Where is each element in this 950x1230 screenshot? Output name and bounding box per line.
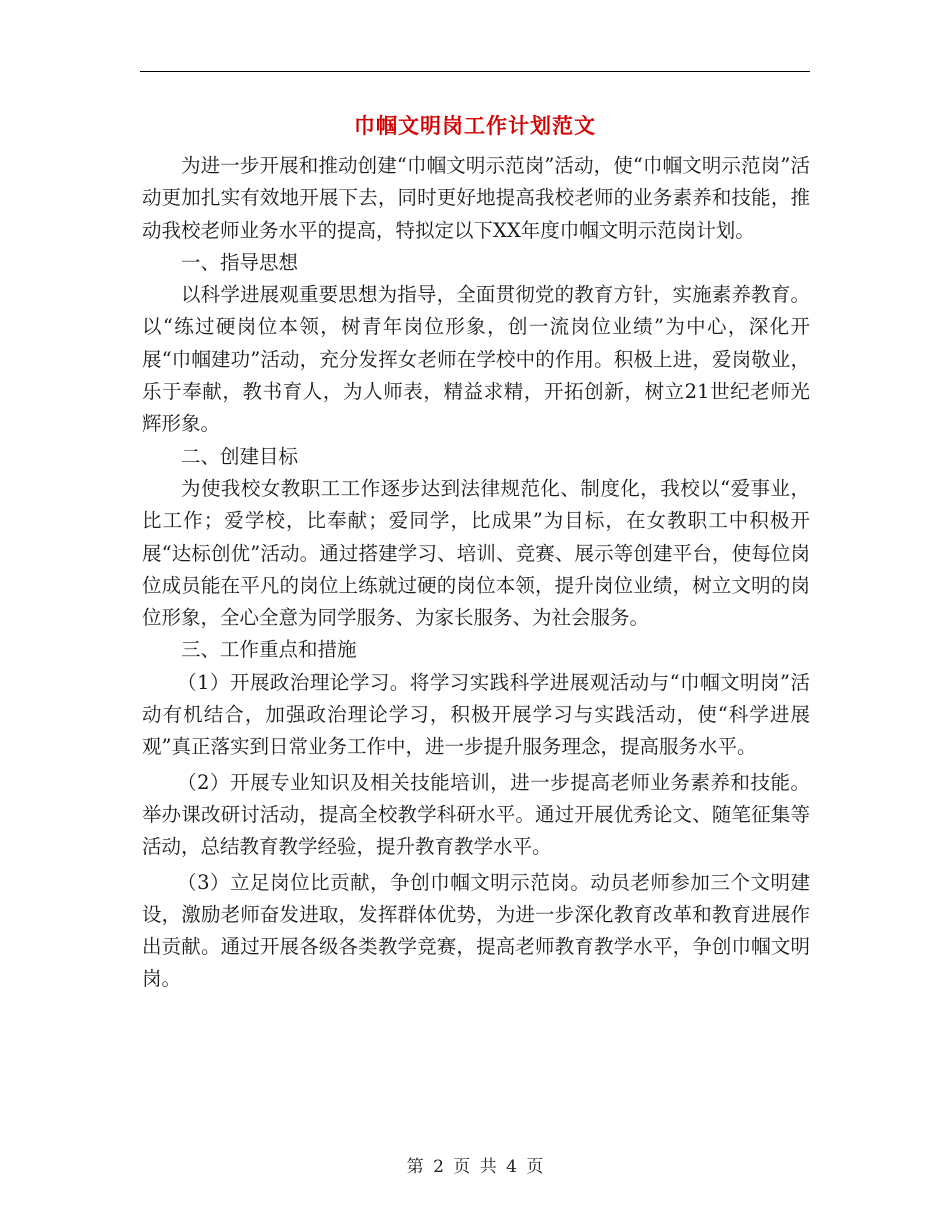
page-number: 第 2 页 共 4 页 [406,1157,544,1177]
document-body [142,150,810,996]
header-rule [140,71,810,72]
goals-paragraph: 为使我校女教职工工作逐步达到法律规范化、制度化，我校以“爱事业，比工作；爱学校，比奉献；爱同学，比成果”为目标，在女教职工中积极开展“达标创优”活动。通过搭建学习、培训、竞赛、展示等创建平台，使每位岗位成员能在平凡的岗位上练就过硬的岗位本领，提升岗位业绩，树立文明的岗位形象，全心全意为同学服务、为家长服务、为社会服务。 [142,476,810,630]
measure-item-1: （1）开展政治理论学习。将学习实践科学进展观活动与“巾帼文明岗”活动有机结合，加强政治理论学习，积极开展学习与实践活动，使“科学进展观”真正落实到日常业务工作中，进一步提升服务理念，提高服务水平。 [142,670,810,759]
guiding-idea-paragraph: 以科学进展观重要思想为指导，全面贯彻党的教育方针，实施素养教育。以“练过硬岗位本领，树青年岗位形象，创一流岗位业绩”为中心，深化开展“巾帼建功”活动，充分发挥女老师在学校中的作用。积极上进，爱岗敬业，乐于奉献，教书育人，为人师表，精益求精，开拓创新，树立21世纪老师光辉形象。 [142,283,810,436]
document-title: 巾帼文明岗工作计划范文 [354,113,596,138]
section-heading-goals: 二、创建目标 [181,444,299,468]
section-heading-measures: 三、工作重点和措施 [181,638,357,662]
measure-item-3: （3）立足岗位比贡献，争创巾帼文明示范岗。动员老师参加三个文明建设，激励老师奋发进取，发挥群体优势，为进一步深化教育改革和教育进展作出贡献。通过开展各级各类教学竞赛，提高老师教育教学水平，争创巾帼文明岗。 [142,870,810,991]
section-heading-guiding-idea: 一、指导思想 [181,250,299,274]
intro-paragraph: 为进一步开展和推动创建“巾帼文明示范岗”活动，使“巾帼文明示范岗”活动更加扎实有效地开展下去，同时更好地提高我校老师的业务素养和技能，推动我校老师业务水平的提高，特拟定以下XX年度巾帼文明示范岗计划。 [142,154,810,242]
measure-item-2: （2）开展专业知识及相关技能培训，进一步提高老师业务素养和技能。举办课改研讨活动，提高全校教学科研水平。通过开展优秀论文、随笔征集等活动，总结教育教学经验，提升教育教学水平。 [142,770,810,859]
